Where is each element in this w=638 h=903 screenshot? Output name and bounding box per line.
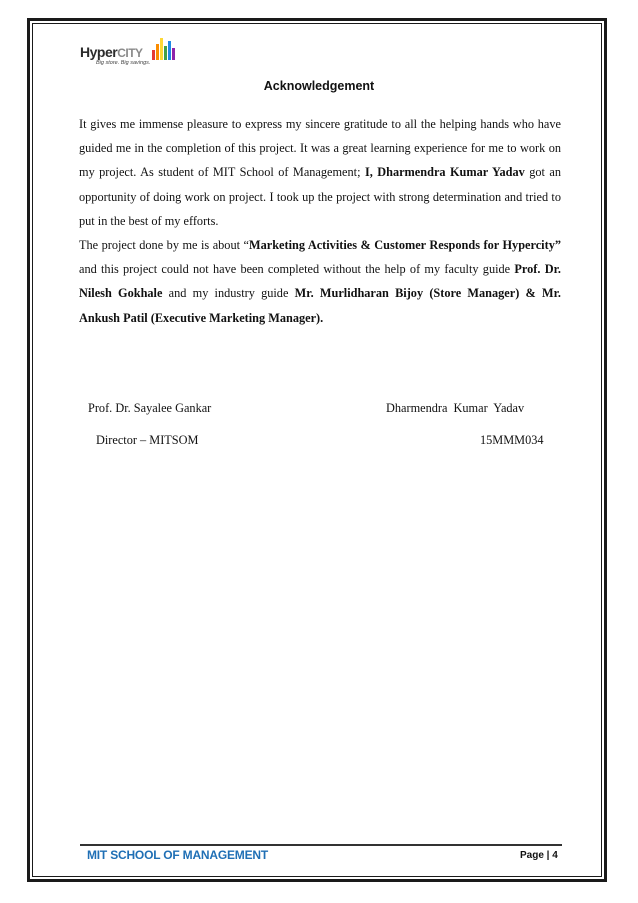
logo-wordmark bbox=[80, 44, 143, 60]
paragraph-text: got an opportunity of doing work on project. I took up the project with strong determination and tried to put in the best of my efforts. bbox=[79, 165, 561, 228]
paragraph-text: and this project could not have been completed without the help of my faculty guide bbox=[79, 262, 515, 277]
logo-brand-accent: CITY bbox=[117, 46, 143, 60]
paragraph-bold-text: Prof. Dr. Nilesh Gokhale bbox=[79, 262, 561, 301]
footer-divider bbox=[80, 844, 562, 846]
paragraph-bold-text: I, Dharmendra Kumar Yadav bbox=[364, 165, 525, 180]
signature-left-name: Prof. Dr. Sayalee Gankar bbox=[88, 401, 212, 415]
signature-right-name: Dharmendra Kumar Yadav bbox=[386, 401, 525, 415]
acknowledgement-paragraph-2 bbox=[79, 233, 561, 330]
logo-brand-main: Hyper bbox=[80, 44, 118, 60]
hypercity-logo bbox=[80, 38, 180, 72]
page-title: Acknowledgement bbox=[263, 79, 375, 93]
paragraph-text: and my industry guide bbox=[162, 286, 295, 301]
logo-bars-icon bbox=[152, 38, 176, 60]
paragraph-text: The project done by me is about “ bbox=[79, 238, 249, 252]
acknowledgement-paragraph-1 bbox=[79, 112, 561, 233]
paragraph-bold-text: Mr. Murlidharan Bijoy (Store Manager) & Mr. Ankush Patil (Executive Marketing Manager). bbox=[79, 286, 562, 325]
footer-institution: MIT SCHOOL OF MANAGEMENT bbox=[87, 848, 268, 862]
paragraph-bold-text: Marketing Activities & Customer Responds for Hypercity” bbox=[248, 238, 561, 252]
paragraph-text: It gives me immense pleasure to express my sincere gratitude to all the helping hands who have guided me in the completion of this project. It was a great learning experience for me to work on my project. As student of MIT School of Management; bbox=[79, 117, 561, 180]
signature-left-title: Director – MITSOM bbox=[96, 433, 199, 447]
signature-right-title: 15MMM034 bbox=[480, 433, 544, 447]
logo-tagline: Big store. Big savings. bbox=[96, 60, 151, 66]
footer-page-number: Page | 4 bbox=[520, 850, 558, 861]
